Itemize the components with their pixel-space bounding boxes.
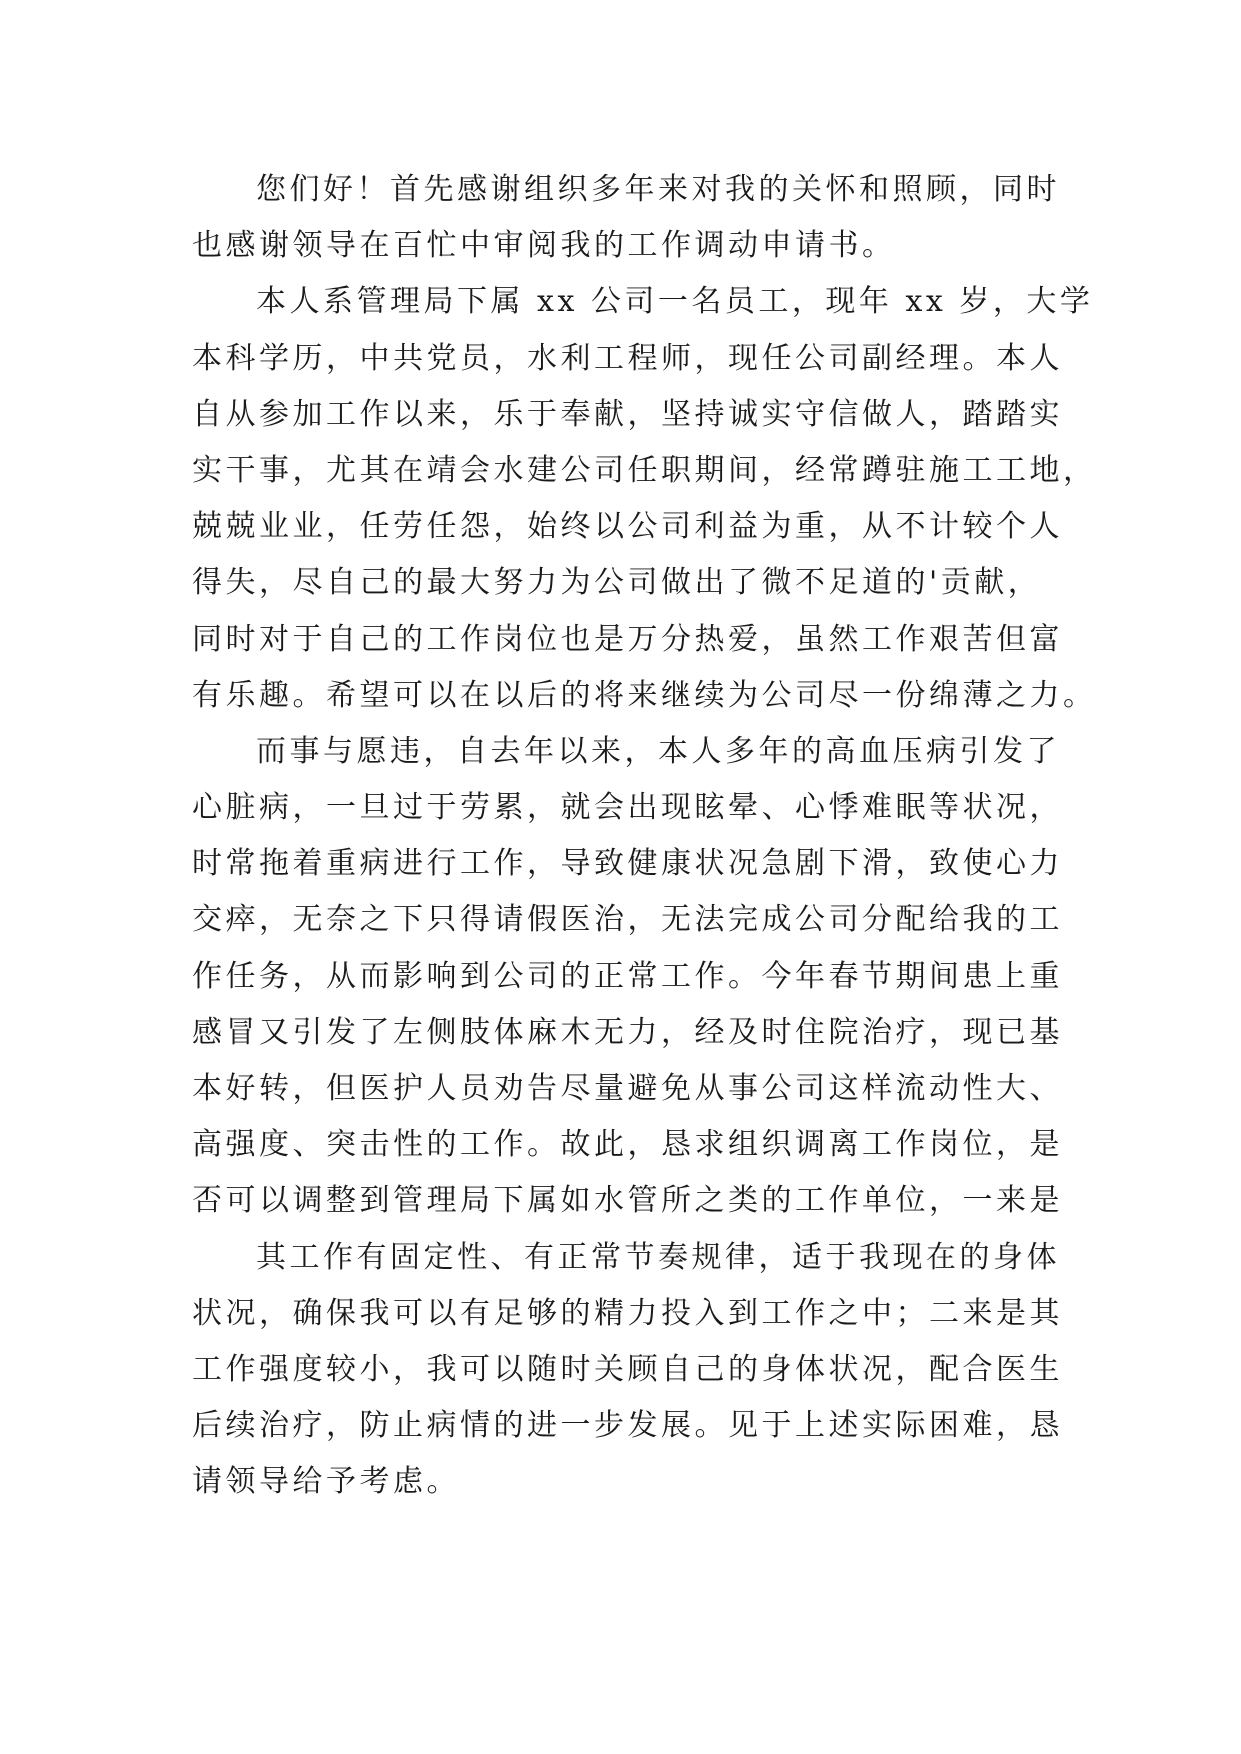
text-line: 作任务，从而影响到公司的正常工作。今年春节期间患上重 xyxy=(192,958,1063,994)
text-line: 心脏病，一旦过于劳累，就会出现眩晕、心悸难眠等状况， xyxy=(192,790,1063,826)
text-line: 否可以调整到管理局下属如水管所之类的工作单位，一来是 xyxy=(192,1183,1063,1219)
text-line: 高强度、突击性的工作。故此，恳求组织调离工作岗位，是 xyxy=(192,1127,1063,1163)
text-line: 请领导给予考虑。 xyxy=(192,1464,460,1500)
text-line: 您们好！首先感谢组织多年来对我的关怀和照顾，同时 xyxy=(256,172,1060,207)
text-line: 本好转，但医护人员劝告尽量避免从事公司这样流动性大、 xyxy=(192,1071,1063,1106)
text-line: 得失，尽自己的最大努力为公司做出了微不足道的'贡献， xyxy=(192,565,1042,601)
text-line: 同时对于自己的工作岗位也是万分热爱，虽然工作艰苦但富 xyxy=(192,621,1063,657)
text-line: 自从参加工作以来，乐于奉献，坚持诚实守信做人，踏踏实 xyxy=(192,396,1063,432)
text-line: 交瘁，无奈之下只得请假医治，无法完成公司分配给我的工 xyxy=(192,902,1063,938)
text-line: 状况，确保我可以有足够的精力投入到工作之中；二来是其 xyxy=(192,1295,1063,1331)
text-line: 后续治疗，防止病情的进一步发展。见于上述实际困难，恳 xyxy=(192,1408,1063,1444)
letter-body xyxy=(192,162,1097,1511)
text-line: 其工作有固定性、有正常节奏规律，适于我现在的身体 xyxy=(256,1239,1060,1275)
text-line: 工作强度较小，我可以随时关顾自己的身体状况，配合医生 xyxy=(192,1351,1063,1387)
text-line: 本人系管理局下属 xx 公司一名员工，现年 xx 岁，大学 xyxy=(256,284,1094,320)
text-line: 本科学历，中共党员，水利工程师，现任公司副经理。本人 xyxy=(192,340,1063,376)
text-line: 有乐趣。希望可以在以后的将来继续为公司尽一份绵薄之力。 xyxy=(192,677,1097,713)
text-line: 感冒又引发了左侧肢体麻木无力，经及时住院治疗，现已基 xyxy=(192,1014,1063,1050)
text-line: 实干事，尤其在靖会水建公司任职期间，经常蹲驻施工工地， xyxy=(192,452,1097,488)
text-line: 而事与愿违，自去年以来，本人多年的高血压病引发了 xyxy=(256,733,1060,769)
text-line: 也感谢领导在百忙中审阅我的工作调动申请书。 xyxy=(192,228,896,264)
text-line: 时常拖着重病进行工作，导致健康状况急剧下滑，致使心力 xyxy=(192,846,1063,882)
text-line: 兢兢业业，任劳任怨，始终以公司利益为重，从不计较个人 xyxy=(192,509,1063,545)
